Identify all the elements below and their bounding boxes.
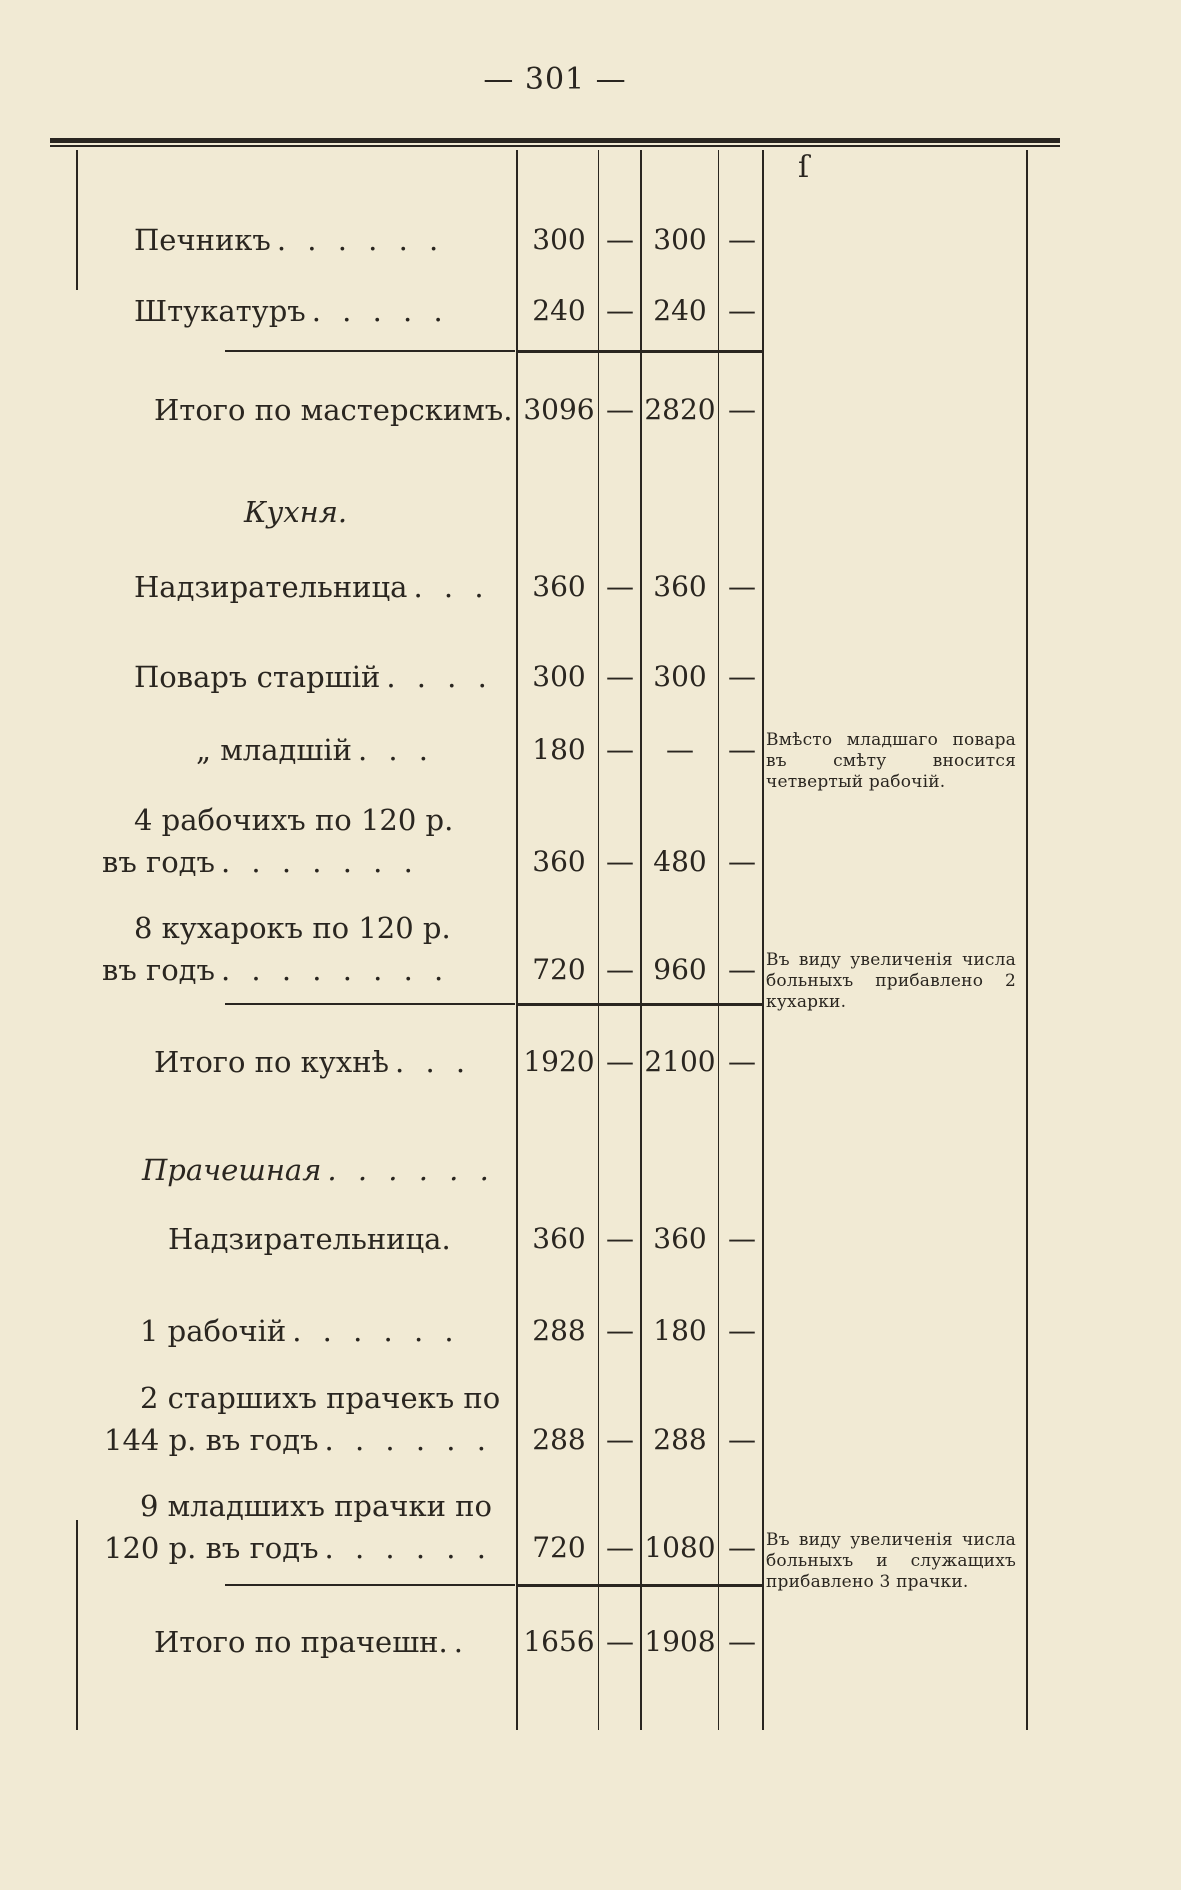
table-row [0, 569, 1181, 629]
table-row-total [0, 1044, 1181, 1104]
leader-dots: . . . [395, 1045, 472, 1079]
value-c: — [666, 733, 694, 766]
row-label: Итого по мастерскимъ [154, 393, 504, 427]
value-d: — [728, 223, 756, 256]
value-d: — [728, 1423, 756, 1456]
row-label-line-1: 8 кухарокъ по 120 р. [134, 911, 451, 945]
value-c: 1080 [644, 1531, 716, 1564]
value-a: 240 [532, 294, 586, 327]
value-d: — [728, 953, 756, 986]
row-label-line-2: въ годъ [102, 953, 215, 987]
value-d: — [728, 570, 756, 603]
row-label: Итого по кухнѣ [154, 1045, 390, 1079]
value-a: 288 [532, 1314, 586, 1347]
leader-dots: . [503, 393, 513, 427]
leader-dots: . . . . . . . [220, 845, 419, 879]
row-label-line-1: 4 рабочихъ по 120 р. [134, 803, 454, 837]
row-label-line-2: 120 р. въ годъ [104, 1531, 319, 1565]
leader-dots: . . . [413, 570, 490, 604]
value-a: 300 [532, 223, 586, 256]
value-b: — [606, 1045, 634, 1078]
leader-dots: . [453, 1625, 469, 1659]
value-d: — [728, 393, 756, 426]
value-d: — [728, 733, 756, 766]
value-b: — [606, 223, 634, 256]
row-label: Печникъ [134, 223, 271, 257]
section-title: Кухня. [244, 495, 348, 529]
table-row [0, 1380, 1181, 1480]
value-c: 1908 [644, 1625, 716, 1658]
value-a: 288 [532, 1423, 586, 1456]
value-b: — [606, 570, 634, 603]
leader-dots: . . . . . . [324, 1531, 492, 1565]
value-c: 2100 [644, 1045, 716, 1078]
row-label: Надзирательница [134, 570, 408, 604]
leader-dots: . . . . [386, 660, 493, 694]
table-row [0, 222, 1181, 282]
table-row-total [0, 392, 1181, 452]
value-c: 960 [653, 953, 707, 986]
row-label-line-2: въ годъ [102, 845, 215, 879]
value-a: 360 [532, 570, 586, 603]
row-label-line-2: 144 р. въ годъ [104, 1423, 319, 1457]
value-a: 720 [532, 953, 586, 986]
value-a: 3096 [523, 393, 595, 426]
remark-note: Вмѣсто младшаго повара въ смѣту вносится четвертый рабочій. [766, 730, 1016, 792]
leader-dots: . . . . . [311, 294, 449, 328]
section-heading [0, 494, 1181, 554]
leader-dots: . . . . . . . . [220, 953, 450, 987]
pencil-mark-icon: ſ [798, 150, 810, 185]
value-c: 288 [653, 1423, 707, 1456]
row-label: Надзирательница. [168, 1222, 451, 1256]
value-b: — [606, 1625, 634, 1658]
table-row [0, 802, 1181, 902]
row-label: Штукатуръ [134, 294, 306, 328]
value-a: 180 [532, 733, 586, 766]
value-c: 480 [653, 845, 707, 878]
value-a: 1656 [523, 1625, 595, 1658]
remark-note: Въ виду увеличенія числа больныхъ прибавлено 2 кухарки. [766, 950, 1016, 1012]
value-b: — [606, 1222, 634, 1255]
value-a: 720 [532, 1531, 586, 1564]
value-c: 240 [653, 294, 707, 327]
value-c: 2820 [644, 393, 716, 426]
table-row [0, 659, 1181, 719]
value-c: 300 [653, 660, 707, 693]
remark-note: Въ виду увеличенія числа больныхъ и служащихъ прибавлено 3 прачки. [766, 1530, 1016, 1592]
section-heading [0, 1152, 1181, 1212]
leader-dots: . . . . . . [324, 1423, 492, 1457]
row-label: „ младшій [196, 733, 352, 767]
leader-dots: . . . . . . [276, 223, 445, 257]
table-row [0, 293, 1181, 353]
row-label: Итого по прачешн. [154, 1625, 448, 1659]
value-c: 180 [653, 1314, 707, 1347]
top-rule [50, 138, 1060, 147]
value-b: — [606, 294, 634, 327]
value-b: — [606, 1423, 634, 1456]
value-c: 360 [653, 570, 707, 603]
value-c: 360 [653, 1222, 707, 1255]
value-d: — [728, 845, 756, 878]
value-b: — [606, 733, 634, 766]
leader-dots: . . . . . . [292, 1314, 460, 1348]
value-b: — [606, 953, 634, 986]
value-b: — [606, 1314, 634, 1347]
value-d: — [728, 294, 756, 327]
value-b: — [606, 845, 634, 878]
row-label: Поваръ старшій [134, 660, 381, 694]
value-d: — [728, 1045, 756, 1078]
value-d: — [728, 1625, 756, 1658]
table-row-total [0, 1624, 1181, 1684]
value-d: — [728, 1531, 756, 1564]
value-d: — [728, 660, 756, 693]
row-label-line-1: 2 старшихъ прачекъ по [140, 1381, 501, 1415]
value-b: — [606, 1531, 634, 1564]
value-d: — [728, 1222, 756, 1255]
section-title: Прачешная [142, 1153, 322, 1187]
row-label: 1 рабочій [140, 1314, 287, 1348]
leader-dots: . . . [357, 733, 435, 767]
value-d: — [728, 1314, 756, 1347]
table-row [0, 1313, 1181, 1373]
value-c: 300 [653, 223, 707, 256]
value-a: 360 [532, 845, 586, 878]
value-a: 300 [532, 660, 586, 693]
value-a: 360 [532, 1222, 586, 1255]
page-number: — 301 — [483, 62, 627, 97]
value-a: 1920 [523, 1045, 595, 1078]
table-row [0, 1221, 1181, 1281]
value-b: — [606, 393, 634, 426]
value-b: — [606, 660, 634, 693]
row-label-line-1: 9 младшихъ прачки по [140, 1489, 492, 1523]
leader-dots: . . . . . . [327, 1153, 495, 1187]
